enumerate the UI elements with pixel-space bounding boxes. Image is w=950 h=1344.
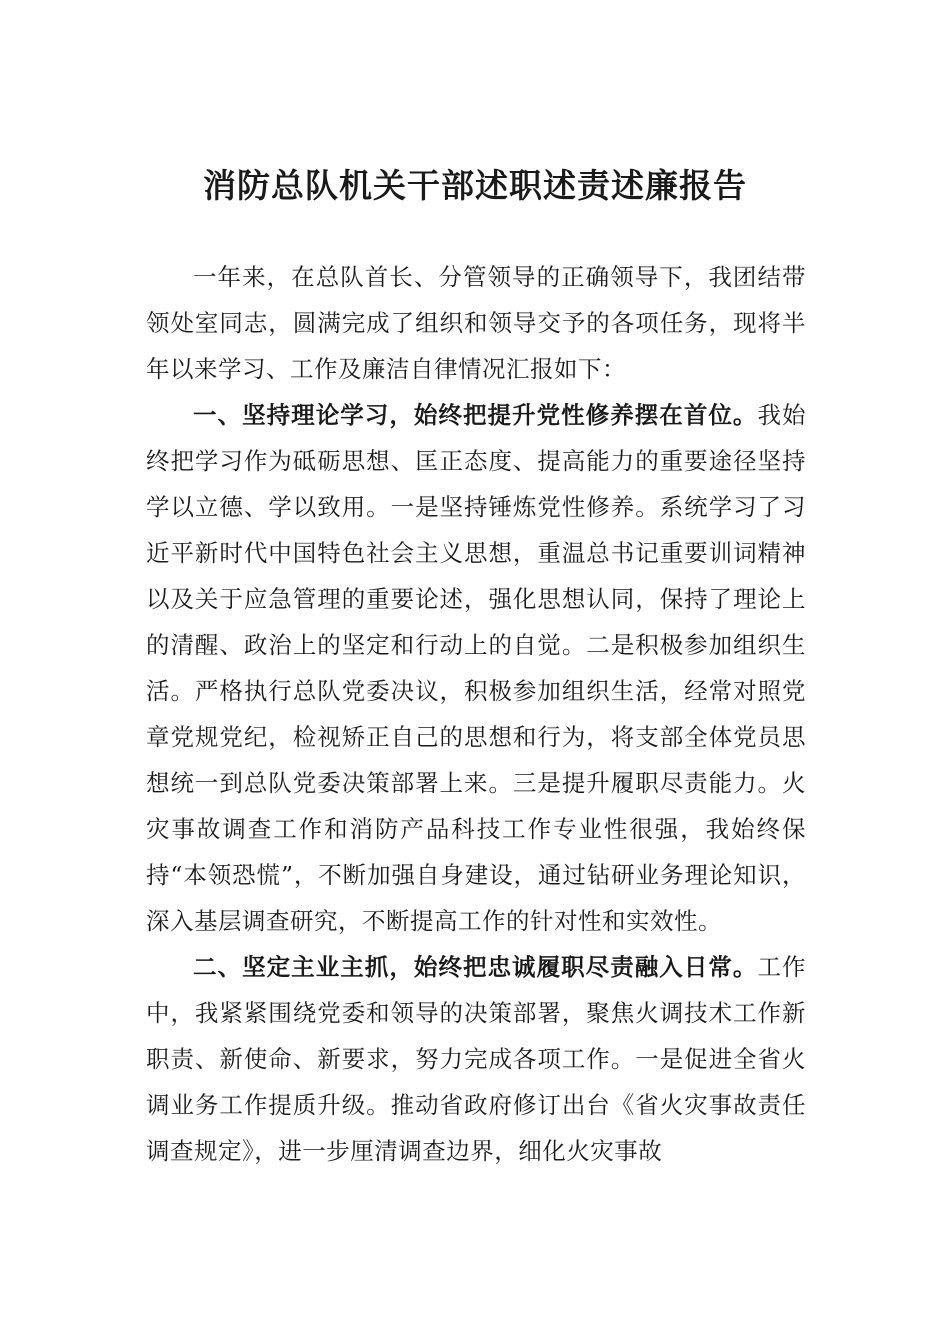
document-title: 消防总队机关干部述职述责述廉报告 (203, 166, 747, 205)
document-body (146, 254, 806, 1174)
intro-paragraph-text: 一年来，在总队首长、分管领导的正确领导下，我团结带领处室同志，圆满完成了组织和领导交予的各项任务，现将半年以来学习、工作及廉洁自律情况汇报如下： (146, 263, 806, 383)
intro-paragraph (146, 254, 806, 392)
section-2-heading: 二、坚定主业主抓，始终把忠诚履职尽责融入日常。 (193, 953, 758, 981)
section-2-paragraph (146, 944, 806, 1174)
section-1-text: 我始终把学习作为砥砺思想、匡正态度、提高能力的重要途径坚持学以立德、学以致用。一是坚持锤炼党性修养。系统学习了习近平新时代中国特色社会主义思想，重温总书记重要训词精神以及关于应急管理的重要论述，强化思想认同，保持了理论上的清醒、政治上的坚定和行动上的自觉。二是积极参加组织生活。严格执行总队党委决议，积极参加组织生活，经常对照党章党规党纪，检视矫正自己的思想和行为，将支部全体党员思想统一到总队党委决策部署上来。三是提升履职尽责能力。火灾事故调查工作和消防产品科技工作专业性很强，我始终保持“本领恐慌”，不断加强自身建设，通过钻研业务理论知识，深入基层调查研究，不断提高工作的针对性和实效性。 (146, 401, 807, 935)
section-2-text: 工作中，我紧紧围绕党委和领导的决策部署，聚焦火调技术工作新职责、新使命、新要求，努力完成各项工作。一是促进全省火调业务工作提质升级。推动省政府修订出台《省火灾事故责任调查规定》，进一步厘清调查边界，细化火灾事故 (146, 953, 807, 1165)
section-1-paragraph (146, 392, 806, 944)
section-1-heading: 一、坚持理论学习，始终把提升党性修养摆在首位。 (193, 401, 758, 429)
